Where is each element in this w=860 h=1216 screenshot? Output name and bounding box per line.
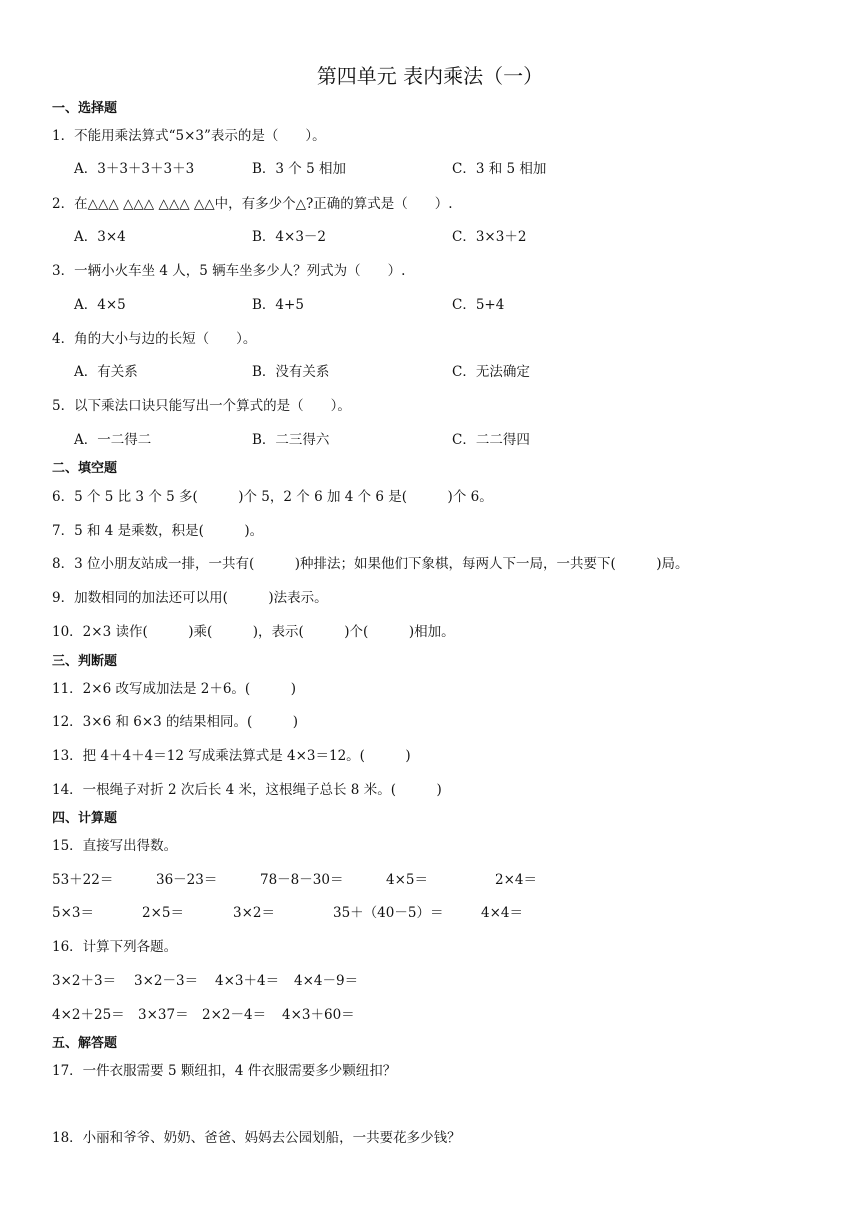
section-heading-judge: 三、判断题 — [52, 654, 118, 669]
calc-item: 2×2－4＝ — [202, 1007, 267, 1023]
question-4: 4．角的大小与边的长短（ ）。 — [52, 331, 257, 347]
q4-option-b: B．没有关系 — [252, 364, 330, 380]
calc-item: 4×4－9＝ — [294, 973, 359, 989]
question-11: 11．2×6 改写成加法是 2＋6。( ) — [52, 681, 296, 697]
calc-item: 4×5＝ — [386, 872, 428, 888]
calc-item: 5×3＝ — [52, 905, 94, 921]
calc-item: 36－23＝ — [156, 872, 218, 888]
question-5: 5．以下乘法口诀只能写出一个算式的是（ ）。 — [52, 398, 351, 414]
calc-item: 3×2＝ — [233, 905, 275, 921]
question-17: 17．一件衣服需要 5 颗纽扣，4 件衣服需要多少颗纽扣？ — [52, 1063, 397, 1079]
q4-option-c: C．无法确定 — [452, 364, 530, 380]
question-15: 15．直接写出得数。 — [52, 838, 178, 854]
question-3: 3．一辆小火车坐 4 人，5 辆车坐多少人？列式为（ ）. — [52, 263, 406, 279]
calc-item: 35＋（40－5）＝ — [333, 905, 444, 921]
question-18: 18．小丽和爷爷、奶奶、爸爸、妈妈去公园划船，一共要花多少钱？ — [52, 1130, 461, 1146]
question-8: 8．3 位小朋友站成一排，一共有( )种排法；如果他们下象棋，每两人下一局，一共要下( )局。 — [52, 556, 689, 572]
question-1: 1．不能用乘法算式“5×3”表示的是（ ）。 — [52, 128, 326, 144]
calc-item: 53＋22＝ — [52, 872, 114, 888]
calc-item: 2×5＝ — [142, 905, 184, 921]
calc-item: 4×3＋60＝ — [282, 1007, 355, 1023]
q3-option-b: B．4+5 — [252, 297, 304, 313]
question-2: 2．在△△△ △△△ △△△ △△中，有多少个△?正确的算式是（ ）. — [52, 196, 453, 212]
question-16: 16．计算下列各题。 — [52, 939, 178, 955]
question-10: 10．2×3 读作( )乘( )，表示( )个( )相加。 — [52, 624, 455, 640]
calc-item: 4×2＋25＝ — [52, 1007, 125, 1023]
section-heading-calc: 四、计算题 — [52, 811, 118, 826]
page-title: 第四单元 表内乘法（一） — [316, 64, 544, 88]
section-heading-fill-blank: 二、填空题 — [52, 461, 118, 476]
q2-option-a: A．3×4 — [74, 229, 126, 245]
question-6: 6．5 个 5 比 3 个 5 多( )个 5，2 个 6 加 4 个 6 是( )个 6。 — [52, 489, 493, 505]
q5-option-b: B．二三得六 — [252, 432, 330, 448]
calc-item: 2×4＝ — [495, 872, 537, 888]
question-7: 7．5 和 4 是乘数，积是( )。 — [52, 523, 264, 539]
calc-item: 78－8－30＝ — [260, 872, 344, 888]
section-heading-choice: 一、选择题 — [52, 101, 118, 116]
question-9: 9．加数相同的加法还可以用( )法表示。 — [52, 590, 328, 606]
question-12: 12．3×6 和 6×3 的结果相同。( ) — [52, 714, 299, 730]
calc-item: 4×3＋4＝ — [215, 973, 280, 989]
q1-option-b: B．3 个 5 相加 — [252, 161, 346, 177]
question-13: 13．把 4＋4＋4＝12 写成乘法算式是 4×3＝12。( ) — [52, 748, 411, 764]
calc-item: 3×2＋3＝ — [52, 973, 117, 989]
q1-option-a: A．3＋3＋3＋3＋3 — [74, 161, 195, 177]
q5-option-c: C．二二得四 — [452, 432, 530, 448]
q1-option-c: C．3 和 5 相加 — [452, 161, 547, 177]
q4-option-a: A．有关系 — [74, 364, 138, 380]
q3-option-c: C．5+4 — [452, 297, 505, 313]
question-14: 14．一根绳子对折 2 次后长 4 米，这根绳子总长 8 米。( ) — [52, 782, 442, 798]
q3-option-a: A．4×5 — [74, 297, 126, 313]
q2-option-b: B．4×3－2 — [252, 229, 326, 245]
q5-option-a: A．一二得二 — [74, 432, 152, 448]
q2-option-c: C．3×3＋2 — [452, 229, 527, 245]
section-heading-word-problems: 五、解答题 — [52, 1036, 118, 1051]
calc-item: 4×4＝ — [481, 905, 523, 921]
calc-item: 3×37＝ — [138, 1007, 189, 1023]
calc-item: 3×2－3＝ — [134, 973, 199, 989]
